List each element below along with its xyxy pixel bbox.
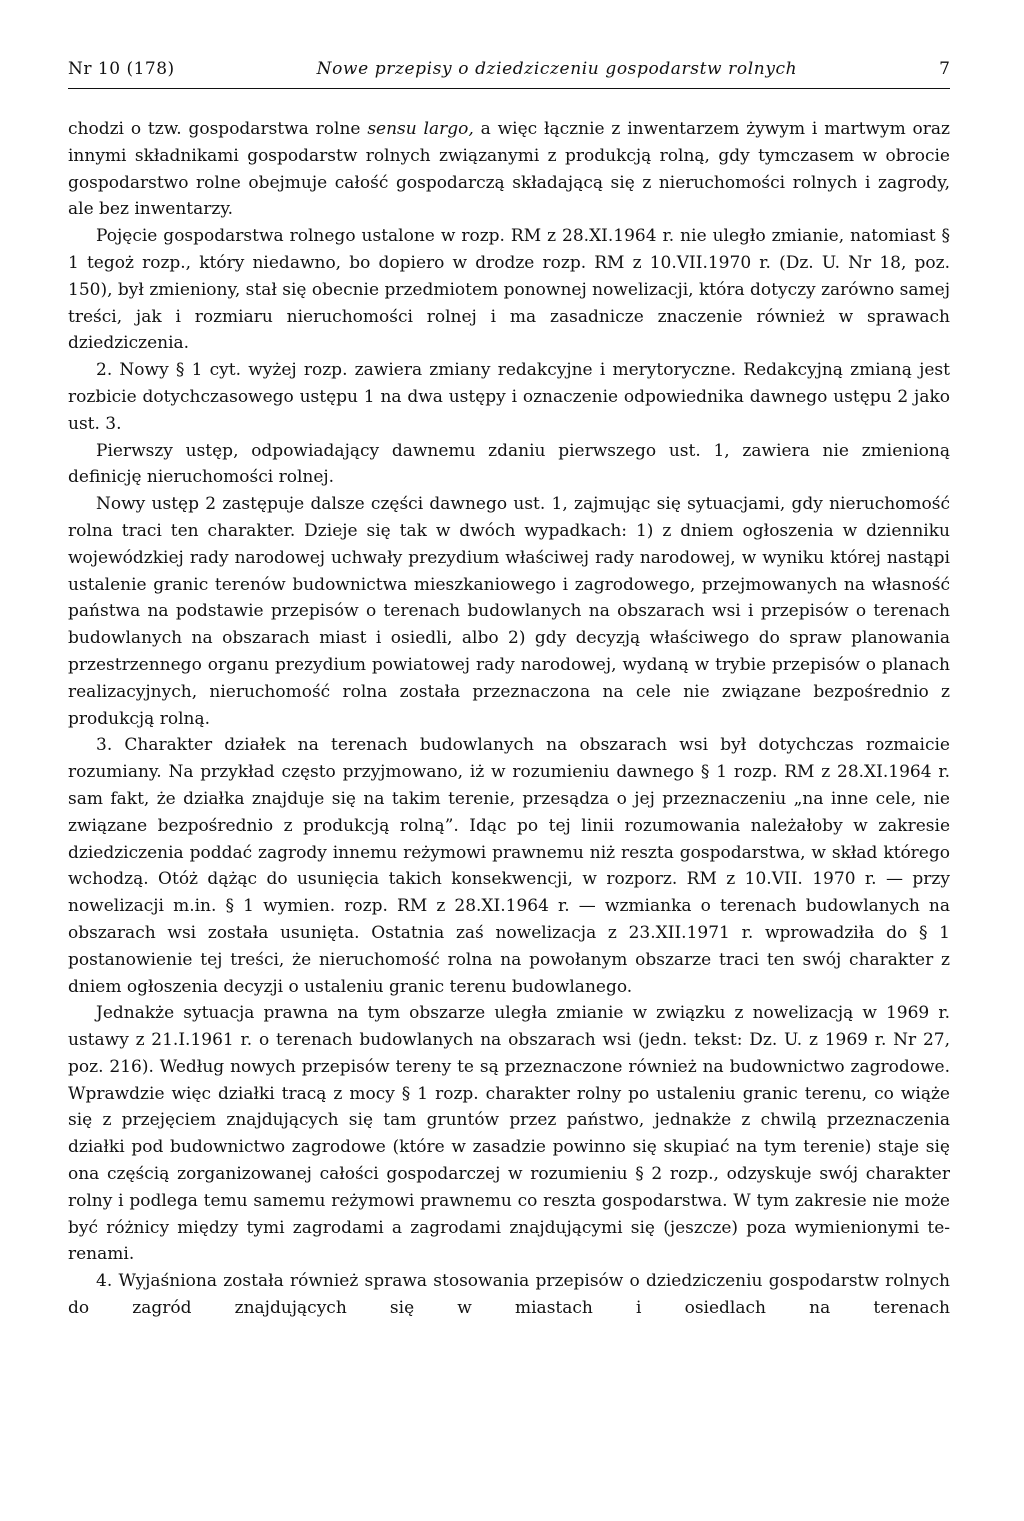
page-number: 7 <box>939 59 950 79</box>
issue-number: Nr 10 (178) <box>68 59 175 79</box>
paragraph-4: Pierwszy ustęp, odpowiadający dawnemu zdaniu pierwszego ust. 1, zawiera nie zmienioną definicję nieruchomości rolnej. <box>68 440 950 488</box>
paragraph-5: Nowy ustęp 2 zastępuje dalsze części dawnego ust. 1, zajmując się sytuacjami, gdy nieruchomość rolna traci ten charakter. Dzieje się tak w dwóch wypadkach: 1) z dniem ogłoszenia w dzienniku wojewódzkiej rady narodowej uchwały prezydium właściwej rady narodowej, w wyniku której nastąpi ustalenie granic terenów budownictwa mieszkaniowego i zagrodowego, przejmowanych na własność państwa na podstawie przepisów o terenach budowlanych na obszarach wsi i przepisów o terenach budowlanych na obszarach miast i osiedli, albo 2) gdy decyzją właściwego do spraw planowania przestrzennego organu prezydium powiatowej rady narodowej, wydaną w trybie przepisów o planach realizacyjnych, nieruchomość rolna została przeznaczona na cele nie związane bezpośrednio z produkcją rolną. <box>68 494 950 729</box>
paragraph-7: Jednakże sytuacja prawna na tym obszarze uległa zmianie w związku z nowelizacją w 1969 r. ustawy z 21.I.1961 r. o terenach budowlanych na obszarach wsi (jedn. tekst: Dz. U. z 1969 r. Nr 27, poz. 216). Według nowych przepisów tereny te są przeznaczone również na budownictwo zagrodowe. Wprawdzie więc działki tracą z mocy § 1 rozp. charakter rolny po ustaleniu granic terenu, co wiąże się z przejęciem znajdujących się tam gruntów przez państwo, jednakże z chwilą przeznaczenia działki pod budownictwo zagrodowe (które w zasadzie powinno się skupiać na tym terenie) staje się ona częścią zorganizowanej całości gospodarczej w rozumieniu § 2 rozp., odzyskuje swój charakter rolny i podlega temu samemu reżymowi prawnemu co reszta gospodarstwa. W tym zakresie nie może być różnicy między tymi zagrodami a zagrodami znajdującymi się (jeszcze) poza wymienionymi terenami. <box>68 1003 950 1265</box>
paragraph-2: Pojęcie gospodarstwa rolnego ustalone w rozp. RM z 28.XI.1964 r. nie uległo zmianie, natomiast § 1 tegoż rozp., który niedawno, bo dopiero w drodze rozp. RM z 10.VII.1970 r. (Dz. U. Nr 18, poz. 150), był zmieniony, stał się obecnie przedmiotem ponownej nowelizacji, która dotyczy zarówno samej treści, jak i rozmiaru nieruchomości rolnej i ma zasadnicze znaczenie również w sprawach dziedziczenia. <box>68 226 950 354</box>
paragraph-8: 4. Wyjaśniona została również sprawa stosowania przepisów o dziedziczeniu gospodarstw rolnych do zagród znajdujących się w miastach i osiedlach na terenach <box>68 1271 950 1319</box>
article-body <box>68 116 950 1322</box>
paragraph-3: 2. Nowy § 1 cyt. wyżej rozp. zawiera zmiany redakcyjne i merytoryczne. Redakcyjną zmianą jest rozbicie dotychczasowego ustępu 1 na dwa ustępy i oznaczenie odpowiednika dawnego ustępu 2 jako ust. 3. <box>68 360 950 434</box>
running-header <box>68 56 950 89</box>
paragraph-1-end: a więc łącznie z inwentarzem żywym i martwym oraz innymi składnikami gospodarstw rolnych związanymi z produkcją rolną, gdy tymczasem w obrocie gospodarstwo rolne obejmuje całość gospodarczą składającą się z nieruchomości rolnych i zagrody, ale bez inwentarzy. <box>68 119 950 220</box>
latin-term: sensu largo, <box>367 119 474 139</box>
running-title: Nowe przepisy o dziedziczeniu gospodarstw rolnych <box>316 59 798 79</box>
page <box>68 56 950 1322</box>
paragraph-6: 3. Charakter działek na terenach budowlanych na obszarach wsi był dotychczas rozmaicie rozumiany. Na przykład często przyjmowano, iż w rozumieniu dawnego § 1 rozp. RM z 28.XI.1964 r. sam fakt, że działka znajduje się na takim terenie, przesądza o jej przeznaczeniu „na inne cele, nie związane bezpośrednio z produkcją rolną”. Idąc po tej linii rozumowania należałoby w zakresie dziedziczenia poddać zagrody innemu reżymowi prawnemu niż reszta gospodarstwa, w skład którego wchodzą. Otóż dążąc do usunięcia takich konsekwencji, w rozporz. RM z 10.VII. 1970 r. — przy nowelizacji m.in. § 1 wymien. rozp. RM z 28.XI.1964 r. — wzmianka o terenach budowlanych na obszarach wsi została usunięta. Ostatnia zaś nowelizacja z 23.XII.1971 r. wprowadziła do § 1 postanowienie tej treści, że nieruchomość rolna na powołanym obszarze traci ten swój charakter z dniem ogłoszenia decyzji o ustaleniu granic terenu budowlanego. <box>68 735 950 997</box>
paragraph-1-start: chodzi o tzw. gospodarstwa rolne <box>68 119 368 139</box>
paragraph-1 <box>68 116 950 223</box>
